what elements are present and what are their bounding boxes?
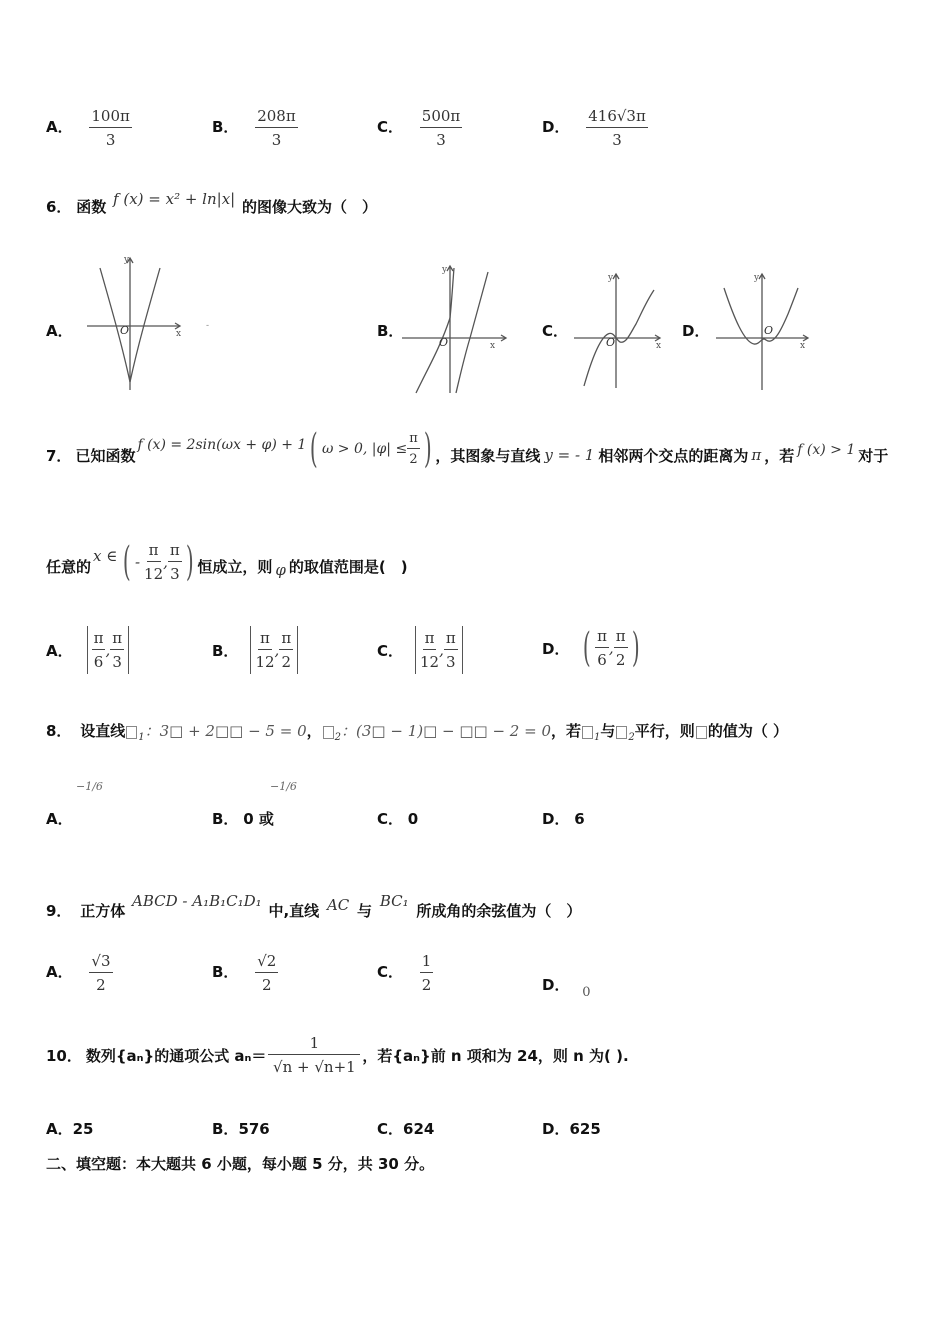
q8-option-b[interactable]: B． 0 或 −1/6 bbox=[212, 780, 297, 828]
q10-option-a[interactable]: A．25 bbox=[46, 1120, 94, 1138]
q5-option-a[interactable] bbox=[46, 107, 132, 149]
graph-b bbox=[398, 258, 510, 398]
svg-text:y: y bbox=[442, 265, 448, 275]
q7-option-b[interactable]: B． $\frac{\pi}{12}$ , $\frac{\pi}{2}$ bbox=[212, 626, 298, 674]
interval: $\frac{\pi}{12}$ , $\frac{\pi}{3}$ bbox=[415, 626, 463, 674]
svg-text:y: y bbox=[608, 273, 614, 283]
fraction: $\frac{416√3\pi}{3}$ bbox=[588, 107, 646, 149]
q8-option-a[interactable]: A． −1/6 bbox=[46, 780, 103, 828]
q5-option-c[interactable] bbox=[377, 107, 462, 149]
svg-text:x: x bbox=[656, 341, 662, 351]
section-heading: 二、填空题：本大题共 6 小题，每小题 5 分，共 30 分。 bbox=[46, 1155, 435, 1173]
interval: ( $\frac{\pi}{6}$ , $\frac{\pi}{2}$ ) bbox=[583, 625, 640, 671]
q7-stem-line1: 7． 已知函数 f (x) = 2sin(ωx + φ) + 1 ( ω > 0, |φ| ≤ $\frac{\pi}{2}$ ) ，其图象与直线 y = - 1 相邻两个交点的距离为 π ，若 f (x) > 1 对于 bbox=[46, 426, 889, 472]
q8-option-d[interactable]: D． 6 bbox=[542, 810, 585, 828]
svg-text:O: O bbox=[439, 336, 449, 349]
fraction: $\frac{500\pi}{3}$ bbox=[421, 107, 461, 149]
question-number: 7． bbox=[46, 446, 72, 465]
placeholder-glyph bbox=[323, 726, 334, 739]
option-label: C． bbox=[377, 118, 404, 136]
q10-stem: 10． 数列{aₙ}的通项公式 aₙ＝ $\frac{1}{√n + √n+1}$ ，若{aₙ}前 n 项和为 24，则 n 为( ). bbox=[46, 1034, 629, 1076]
interval: $\frac{\pi}{12}$ , $\frac{\pi}{2}$ bbox=[250, 626, 298, 674]
q6-option-a[interactable]: A． bbox=[46, 322, 73, 340]
question-number: 8． bbox=[46, 722, 72, 740]
graph-a bbox=[72, 250, 217, 395]
svg-text:O: O bbox=[764, 324, 774, 337]
option-label: A． bbox=[46, 118, 73, 136]
svg-text:x: x bbox=[176, 329, 182, 339]
svg-text:O: O bbox=[120, 324, 130, 337]
fraction: $\frac{\pi}{2}$ bbox=[409, 431, 418, 467]
fraction: $\frac{\pi}{12}$ bbox=[144, 541, 164, 583]
q10-option-b[interactable]: B．576 bbox=[212, 1120, 270, 1138]
graph-c bbox=[570, 268, 665, 393]
svg-text:x: x bbox=[800, 341, 806, 351]
interval: ( - $\frac{\pi}{12}$ , $\frac{\pi}{3}$ ) bbox=[123, 539, 194, 585]
option-label: D． bbox=[542, 118, 570, 136]
q9-option-d[interactable]: D． 0 bbox=[542, 976, 591, 1000]
condition: ( ω > 0, |φ| ≤ $\frac{\pi}{2}$ ) bbox=[310, 426, 432, 472]
q6-option-d[interactable]: D． bbox=[682, 322, 710, 340]
formula: ABCD - A₁B₁C₁D₁ bbox=[132, 892, 262, 910]
interval: $\frac{\pi}{6}$ , $\frac{\pi}{3}$ bbox=[87, 626, 130, 674]
option-label: B． bbox=[212, 118, 239, 136]
svg-text:y: y bbox=[124, 255, 130, 265]
q6-stem: 6． 函数 f (x) = x² + ln|x| 的图像大致为（ ） bbox=[46, 190, 378, 216]
fraction: $\frac{1}{√n + √n+1}$ bbox=[268, 1034, 360, 1076]
q9-option-a[interactable]: A． $\frac{√3}{2}$ bbox=[46, 952, 111, 994]
svg-text:x: x bbox=[490, 341, 496, 351]
formula: f (x) = 2sin(ωx + φ) + 1 bbox=[137, 437, 307, 453]
q8-option-c[interactable]: C． 0 bbox=[377, 810, 419, 828]
formula: f (x) = x² + ln|x| bbox=[113, 190, 236, 208]
small-fraction: −1/6 bbox=[76, 780, 103, 793]
q6-option-c[interactable]: C． bbox=[542, 322, 569, 340]
q5-option-d[interactable] bbox=[542, 107, 648, 149]
q7-option-d[interactable]: D． ( $\frac{\pi}{6}$ , $\frac{\pi}{2}$ ) bbox=[542, 626, 643, 670]
q10-option-d[interactable]: D．625 bbox=[542, 1120, 601, 1138]
svg-text:O: O bbox=[606, 336, 616, 349]
q7-option-a[interactable]: A． $\frac{\pi}{6}$ , $\frac{\pi}{3}$ bbox=[46, 626, 129, 674]
q9-option-b[interactable]: B． $\frac{√2}{2}$ bbox=[212, 952, 277, 994]
fraction: $\frac{208\pi}{3}$ bbox=[257, 107, 296, 149]
fraction: $\frac{100\pi}{3}$ bbox=[91, 107, 130, 149]
svg-text:y: y bbox=[754, 273, 760, 283]
fraction: $\frac{\pi}{3}$ bbox=[169, 541, 180, 583]
question-number: 10． bbox=[46, 1046, 82, 1065]
q7-option-c[interactable]: C． $\frac{\pi}{12}$ , $\frac{\pi}{3}$ bbox=[377, 626, 463, 674]
q8-stem: 8． 设直线 $_1$：3□ + 2□□ − 5 = 0， $_2$：(3□ − 1)□ − □□ − 2 = 0，若 $_1$与 $_2$平行，则 的值为（ ） bbox=[46, 722, 789, 743]
q9-option-c[interactable]: C． $\frac{1}{2}$ bbox=[377, 952, 432, 994]
graph-d bbox=[712, 268, 812, 393]
q7-stem-line2: 任意的 x ∈ ( - $\frac{\pi}{12}$ , $\frac{\pi}{3}$ ) 恒成立，则 φ 的取值范围是( ) bbox=[46, 539, 408, 585]
q10-option-c[interactable]: C．624 bbox=[377, 1120, 435, 1138]
question-number: 6． bbox=[46, 198, 72, 216]
svg-text:-: - bbox=[206, 321, 210, 331]
q5-option-b[interactable] bbox=[212, 107, 298, 149]
q6-option-b[interactable]: B． bbox=[377, 322, 404, 340]
question-number: 9． bbox=[46, 902, 72, 920]
placeholder-glyph bbox=[126, 726, 137, 739]
q9-stem: 9． 正方体 ABCD - A₁B₁C₁D₁ 中,直线 AC 与 BC₁ 所成角的余弦值为（ ） bbox=[46, 892, 582, 920]
small-fraction: −1/6 bbox=[270, 780, 297, 793]
